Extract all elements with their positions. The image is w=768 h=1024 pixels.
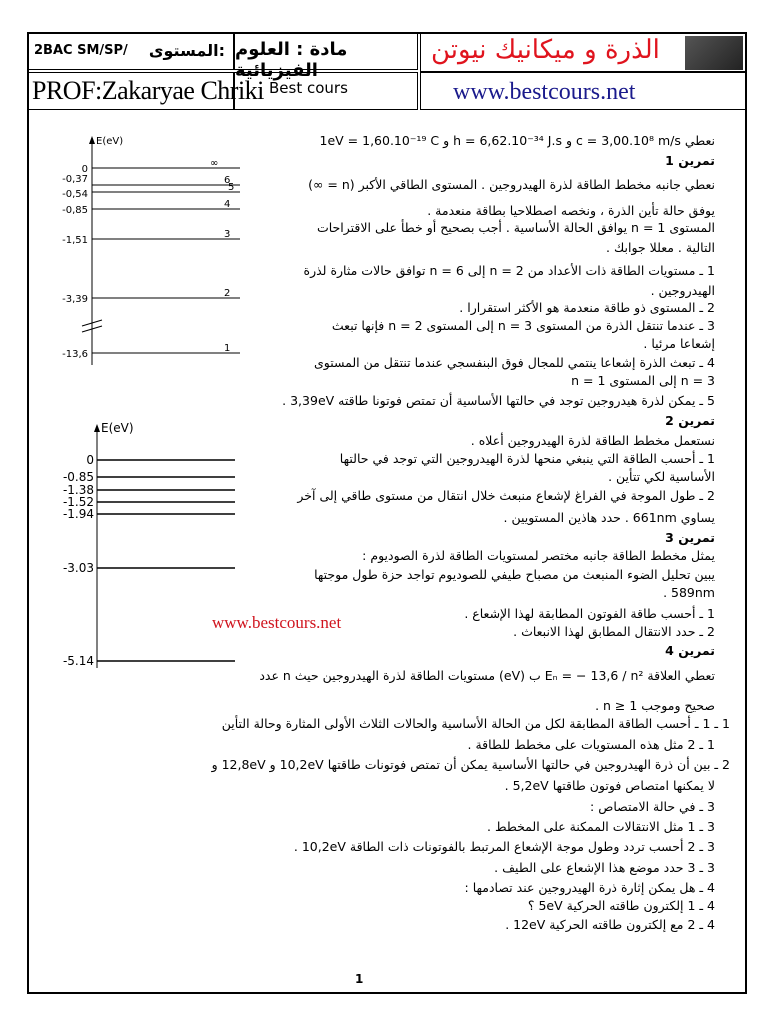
watermark[interactable]: www.bestcours.net — [212, 613, 342, 632]
level-index: 1 — [224, 343, 231, 354]
energy-value: 0 — [81, 164, 88, 175]
page-number: 1 — [355, 972, 364, 986]
axis-label: E(eV) — [101, 421, 134, 435]
energy-value: -0,54 — [62, 189, 88, 200]
energy-value: -1,51 — [62, 235, 88, 246]
text-line: لا يمكنها امتصاص فوتون طاقتها 5,2eV . — [504, 778, 715, 793]
axis-label: E(eV) — [96, 136, 124, 147]
exercise-heading: تمرين 3 — [665, 530, 715, 545]
subject-cell — [234, 32, 418, 81]
subject-title: مادة : العلوم الفيزيائية — [235, 39, 348, 81]
site-link[interactable]: www.bestcours.net — [453, 79, 636, 105]
text-line: يبين تحليل الضوء المنبعث من مصباح طيفي للصوديوم تواجد حزة طول موجتها — [314, 567, 715, 582]
text-line: 2 ـ المستوى ذو طاقة منعدمة هو الأكثر استقرارا . — [459, 300, 715, 315]
text-line: 1 ـ أحسب طاقة الفوتون المطابقة لهذا الإشعاع . — [464, 606, 715, 621]
energy-value: -13,6 — [62, 349, 88, 360]
level-index: 2 — [224, 288, 231, 299]
level-code: 2BAC SM/SP/ — [34, 43, 128, 58]
energy-value: -5.14 — [62, 654, 94, 668]
level-cell — [27, 32, 234, 70]
text-line: نعطي جانبه مخطط الطاقة لذرة الهيدروجين . المستوى الطاقي الأكبر (n = ∞) — [308, 177, 715, 192]
best-cell — [234, 72, 418, 110]
energy-value: -1.38 — [62, 483, 94, 497]
level-index: 4 — [224, 199, 231, 210]
text-line: 4 ـ 1 إلكترون طاقته الحركية 5eV ؟ — [527, 898, 715, 913]
topic-title: الذرة و ميكانيك نيوتن — [431, 35, 660, 65]
text-line: التالية . معللا جوابك . — [606, 240, 715, 255]
text-line: نعطي c = 3,00.10⁸ m/s و h = 6,62.10⁻³⁴ J.s و 1eV = 1,60.10⁻¹⁹ C — [319, 133, 715, 148]
text-line: 4 ـ 2 مع إلكترون طاقته الحركية 12eV . — [505, 917, 715, 932]
text-line: 1 ـ أحسب الطاقة التي ينبغي منحها لذرة الهيدروجين التي توجد في حالتها — [339, 451, 715, 466]
energy-value: -1.94 — [62, 507, 94, 521]
energy-value: -3.03 — [62, 561, 94, 575]
text-line: 5 ـ يمكن لذرة هيدروجين توجد في حالتها الأساسية أن تمتص فوتونا طاقته 3,39eV . — [282, 393, 715, 408]
text-line: 1 ـ مستويات الطاقة ذات الأعداد من n = 2 إلى n = 6 توافق حالات مثارة لذرة — [303, 263, 715, 278]
text-line: 3 ـ 2 أحسب تردد وطول موجة الإشعاع المرتبط بالفوتونات ذات الطاقة 10,2eV . — [293, 839, 715, 854]
prof-name: PROF:Zakaryae Chriki — [32, 76, 264, 105]
text-line: 3 ـ عندما تنتقل الذرة من المستوى n = 3 إلى المستوى n = 2 فإنها تبعث — [331, 318, 715, 333]
level-index: 6 — [224, 175, 231, 186]
energy-value: -0,37 — [62, 174, 88, 185]
text-line: يمثل مخطط الطاقة جانبه مختصر لمستويات الطاقة لذرة الصوديوم : — [362, 548, 715, 563]
level-label: المستوى: — [148, 41, 225, 60]
text-line: نستعمل مخطط الطاقة لذرة الهيدروجين أعلاه . — [470, 433, 715, 448]
text-line: n = 3 إلى المستوى n = 1 — [571, 373, 715, 388]
prof-cell — [27, 72, 264, 110]
text-line: تعطي العلاقة Eₙ = − 13,6 / n² ب (eV) مستويات الطاقة لذرة الهيدروجين حيث n عدد — [259, 668, 715, 683]
level-index: 5 — [228, 182, 235, 193]
text-line: 2 ـ بين أن ذرة الهيدروجين في حالتها الأساسية يمكن أن تمتص فوتونات طاقتها 10,2eV و 12,8eV و — [211, 757, 730, 772]
text-line: الهيدروجين . — [650, 283, 715, 298]
exercise-heading: تمرين 2 — [665, 413, 715, 428]
energy-value: -3,39 — [62, 294, 88, 305]
hydrogen-energy-diagram — [50, 130, 250, 370]
exercise-heading: تمرين 1 — [665, 153, 715, 168]
text-line: المستوى n = 1 يوافق الحالة الأساسية . أجب بصحيح أو خطأ على الاقتراحات — [316, 220, 715, 235]
topic-cell — [420, 32, 747, 72]
text-line: إشعاعا مرئيا . — [643, 336, 715, 351]
energy-levels — [63, 453, 235, 668]
text-line: 1 ـ 1 ـ أحسب الطاقة المطابقة لكل من الحالة الأساسية والحالات الثلاث الأولى المثارة وحالة التأين — [221, 716, 730, 731]
energy-value: -0,85 — [62, 205, 88, 216]
text-line: 1 ـ 2 مثل هذه المستويات على مخطط للطاقة . — [467, 737, 715, 752]
energy-value: -1.52 — [62, 495, 94, 509]
text-line: صحيح وموجب n ≥ 1 . — [595, 698, 715, 713]
text-line: 589nm . — [663, 585, 715, 600]
exercise-heading: تمرين 4 — [665, 643, 715, 658]
text-line: يوفق حالة تأين الذرة ، ونخصه اصطلاحيا بطاقة منعدمة . — [427, 203, 715, 218]
text-line: 4 ـ هل يمكن إثارة ذرة الهيدروجين عند تصادمها : — [464, 880, 715, 895]
text-line: 2 ـ طول الموجة في الفراغ لإشعاع منبعث خلال انتقال من مستوى طاقي إلى آخر — [297, 488, 715, 503]
text-line: الأساسية لكي تتأين . — [608, 469, 715, 484]
energy-value: -0.85 — [62, 470, 94, 484]
text-line: 4 ـ تبعث الذرة إشعاعا ينتمي للمجال فوق البنفسجي عندما تنتقل من المستوى — [313, 355, 715, 370]
einstein-photo — [685, 36, 743, 70]
site-cell — [420, 72, 747, 110]
text-line: 2 ـ حدد الانتقال المطابق لهذا الانبعاث . — [513, 624, 715, 639]
energy-value: 0 — [86, 453, 94, 467]
level-index: ∞ — [210, 158, 219, 169]
best-label: Best cours — [269, 79, 348, 97]
sodium-energy-diagram — [55, 418, 245, 673]
text-line: 3 ـ 1 مثل الانتقالات الممكنة على المخطط . — [487, 819, 715, 834]
text-line: يساوي 661nm . حدد هاذين المستويين . — [503, 510, 715, 525]
level-index: 3 — [224, 229, 231, 240]
text-line: 3 ـ 3 حدد موضع هذا الإشعاع على الطيف . — [494, 860, 715, 875]
text-line: 3 ـ في حالة الامتصاص : — [590, 799, 715, 814]
